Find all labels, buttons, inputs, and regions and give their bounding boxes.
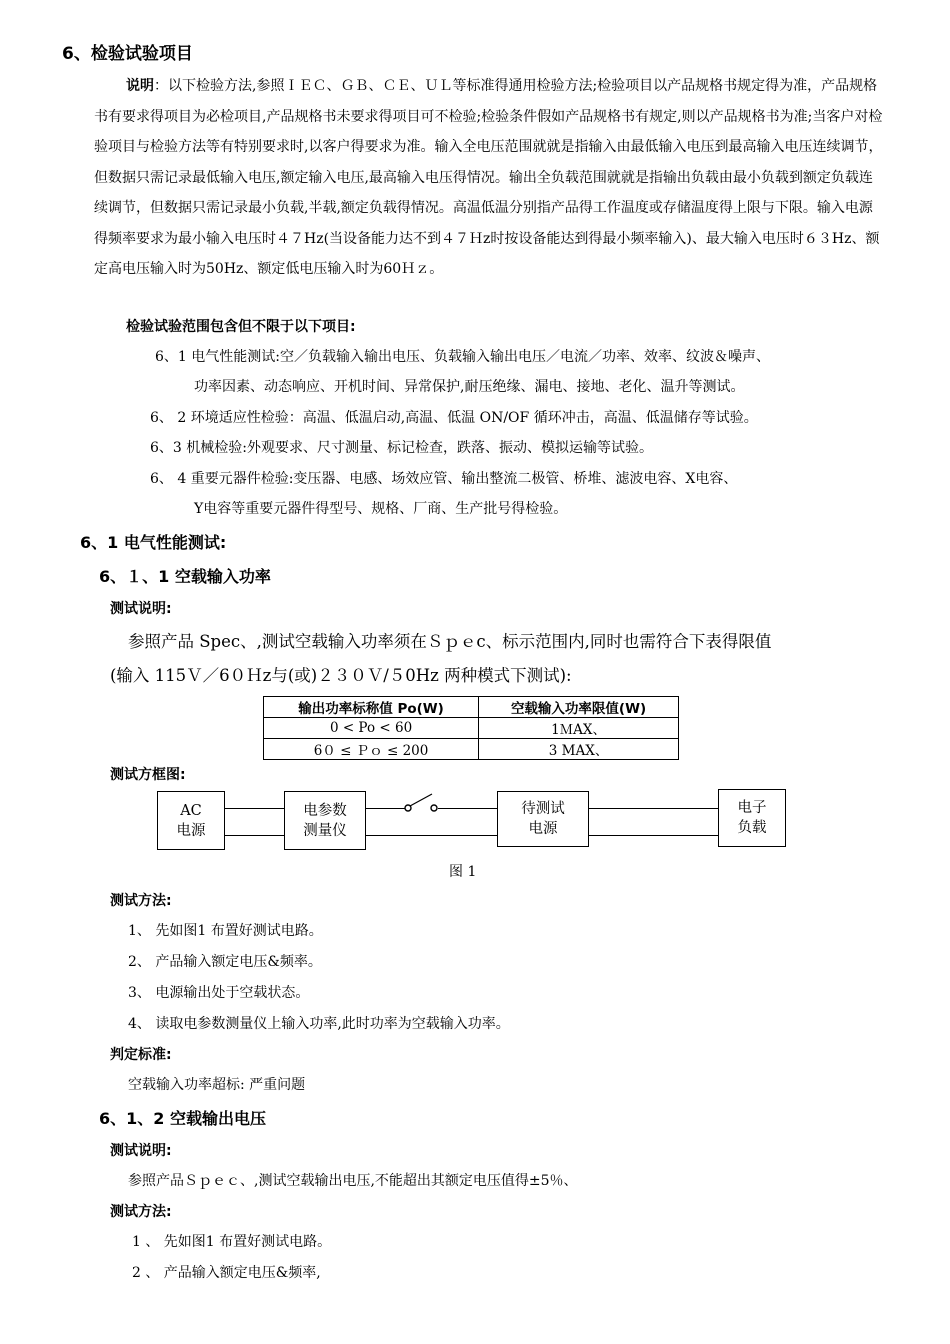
wire-ac-to-meter-top [225,808,284,809]
table-cell: 3 MAX、 [479,739,679,760]
sec612-method-1: 1 、 先如图1 布置好测试电路。 [132,1234,332,1250]
wire-dut-to-load-top [589,808,718,809]
table-header-cell: 空载输入功率限值(W) [479,697,679,718]
sec611-desc-line2: (输入 115Ｖ／6０Ｈz与(或)２３０Ｖ/５0Hz 两种模式下测试): [110,666,572,685]
table-header-cell: 输出功率标称值 Po(W) [264,697,479,718]
sec611-desc-line1: 参照产品 Spec、,测试空载输入功率须在Ｓｐｅc、标示范围内,同时也需符合下表得限值 [128,632,772,651]
table-row [264,739,679,760]
judge-label: 判定标准: [110,1047,172,1063]
power-meter-box: 电参数 测量仪 [284,791,366,850]
diagram-label: 测试方框图: [110,767,186,783]
table-row [264,718,679,739]
sec611-method-2: 2、 产品输入额定电压&频率。 [128,954,322,970]
figure-caption: 图 1 [449,864,477,880]
intro-text: ：以下检验方法,参照ＩＥＣ、ＧＢ、ＣＥ、ＵＬ等标准得通用检验方法;检验项目以产品规格书规定得为准，产品规格书有要求得项目为必检项目,产品规格书未要求得项目可不检验;检验条件假如产品规格书有规定,则以产品规格书为准;当客户对检验项目与检验方法等有特别要求时,以客户得要求为准。输入全电压范围就就是指输入由最低输入电压到最高输入电压连续调节，但数据只需记录最低输入电压,额定输入电压,最高输入电压得情况。输出全负载范围就就是指输出负载由最小负载到额定负载连续调节，但数据只需记录最小负载,半载,额定负载得情况。高温低温分别指产品得工作温度或存储温度得上限与下限。输入电源得频率要求为最小输入电压时４７Hz(当设备能力达不到４７Ｈz时按设备能达到得最小频率输入)、最大输入电压时６３Hz、额定高电压输入时为50Hz、额定低电压输入时为60Ｈｚ。 [94,78,883,277]
sec611-desc-label: 测试说明: [110,601,172,617]
scope-item-1-line2: 功率因素、动态响应、开机时间、异常保护,耐压绝缘、漏电、接地、老化、温升等测试。 [194,379,745,395]
intro-label: 说明 [126,78,154,94]
sec611-method-3: 3、 电源输出处于空载状态。 [128,985,310,1001]
wire-ac-to-meter-bottom [225,835,284,836]
sec611-method-label: 测试方法: [110,893,172,909]
scope-label: 检验试验范围包含但不限于以下项目: [126,319,356,335]
sec611-title: 6、１、1 空载输入功率 [99,567,271,586]
table-cell: 1ＭAX、 [479,718,679,739]
sec611-method-4: 4、 读取电参数测量仪上输入功率,此时功率为空载输入功率。 [128,1016,510,1032]
scope-item-4-line1: 6、 4 重要元器件检验:变压器、电感、场效应管、输出整流二极管、桥堆、滤波电容、X电容、 [150,471,738,487]
table-cell: 0 < Po < 60 [264,718,479,739]
scope-item-4-line2: Y电容等重要元器件得型号、规格、厂商、生产批号得检验。 [194,501,568,517]
wire-dut-to-load-bottom [589,835,718,836]
sec61-title: 6、1 电气性能测试: [80,533,227,552]
ac-source-box: AC 电源 [157,791,225,850]
table-header-row [264,697,679,718]
sec612-method-label: 测试方法: [110,1204,172,1220]
sec612-desc-label: 测试说明: [110,1143,172,1159]
table-cell: 6０ ≤ Ｐｏ ≤ 200 [264,739,479,760]
dut-box: 待测试 电源 [497,791,589,847]
sec612-desc-text: 参照产品Ｓｐｅｃ、,测试空载输出电压,不能超出其额定电压值得±5％、 [128,1173,578,1189]
sec612-title: 6、1、2 空载输出电压 [99,1109,266,1128]
scope-item-2: 6、 2 环境适应性检验：高温、低温启动,高温、低温 ON/OF 循环冲击，高温、低温储存等试验。 [150,410,758,426]
scope-item-1-line1: 6、1 电气性能测试:空／负载输入输出电压、负载输入输出电压／电流／功率、效率、纹波＆噪声、 [155,349,770,365]
sec611-method-1: 1、 先如图1 布置好测试电路。 [128,923,323,939]
intro-paragraph [94,71,884,285]
electronic-load-box: 电子 负载 [718,789,786,847]
sec612-method-2: 2 、 产品输入额定电压&频率, [132,1265,321,1281]
scope-item-3: 6、3 机械检验:外观要求、尺寸测量、标记检查，跌落、振动、模拟运输等试验。 [150,440,653,456]
switch-icon [398,790,444,816]
wire-meter-to-dut-bottom [366,835,497,836]
judge-text: 空载输入功率超标: 严重问题 [128,1077,306,1093]
limit-table [263,696,679,760]
section-title: 6、检验试验项目 [62,44,193,64]
wire-switch-to-dut [438,808,497,809]
